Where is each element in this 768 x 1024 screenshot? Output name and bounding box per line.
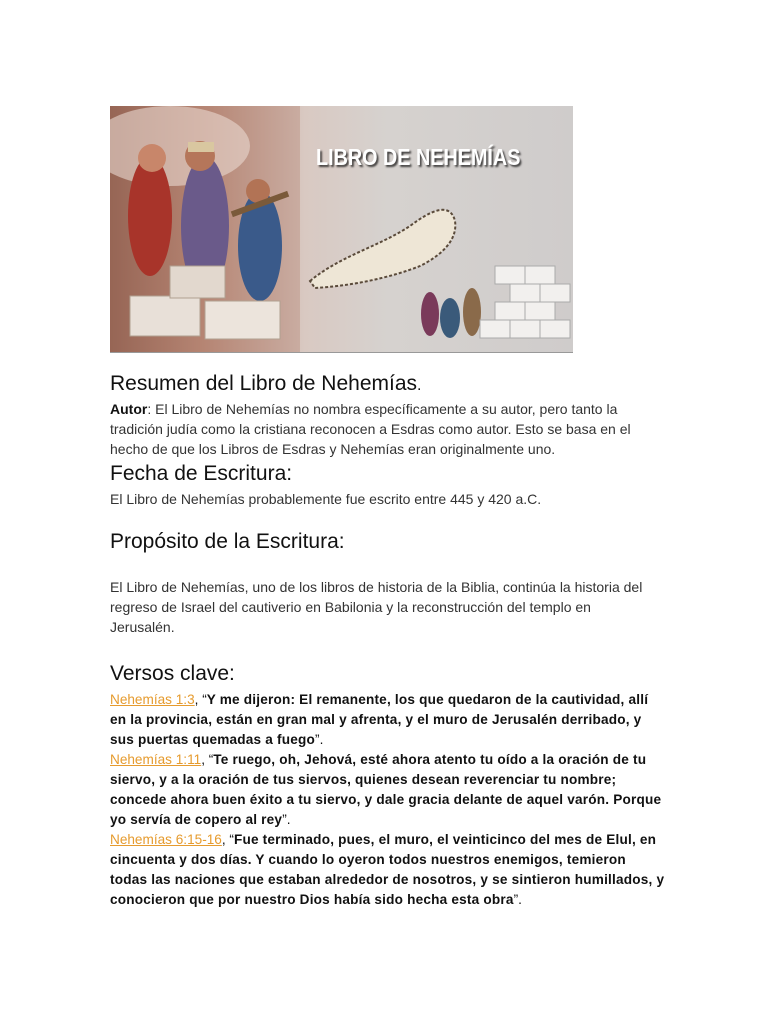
author-paragraph	[110, 399, 658, 459]
summary-heading-period: .	[417, 377, 422, 394]
verses-heading: Versos clave:	[110, 662, 235, 685]
verse-open-3: , “	[221, 832, 234, 847]
verse-open-2: , “	[201, 752, 214, 767]
banner-illustration	[110, 106, 573, 352]
verse-close-2: ”.	[282, 812, 291, 827]
banner-image	[110, 106, 573, 353]
purpose-heading: Propósito de la Escritura:	[110, 530, 345, 553]
date-heading: Fecha de Escritura:	[110, 462, 293, 485]
verse-item-1	[110, 690, 666, 750]
verse-link-3[interactable]: Nehemías 6:15-16	[110, 832, 222, 847]
verse-text-2: Te ruego, oh, Jehová, esté ahora atento tu oído a la oración de tu siervo, y a la oración de tus siervos, quienes desean reverenciar tu nombre; concede ahora buen éxito a tu siervo, y dale gracia delante de aquel varón. Porque yo servía de copero al rey	[110, 752, 662, 827]
verse-item-3	[110, 830, 666, 910]
verse-close-3: ”.	[513, 892, 522, 907]
verse-text-3: Fue terminado, pues, el muro, el veinticinco del mes de Elul, en cincuenta y dos días. Y cuando lo oyeron todos nuestros enemigos, temieron todas las naciones que estaban alrededor de nosotros, y se sintieron humillados, y conocieron que por nuestro Dios había sido hecha esta obra	[110, 832, 665, 907]
verse-text-1: Y me dijeron: El remanente, los que quedaron de la cautividad, allí en la provincia, están en gran mal y afrenta, y el muro de Jerusalén derribado, y sus puertas quemadas a fuego	[110, 692, 649, 747]
purpose-text: El Libro de Nehemías, uno de los libros de historia de la Biblia, continúa la historia del regreso de Israel del cautiverio en Babilonia y la reconstrucción del templo en Jerusalén.	[110, 579, 643, 635]
verse-item-2	[110, 750, 666, 830]
author-text: : El Libro de Nehemías no nombra específicamente a su autor, pero tanto la tradición judía como la cristiana reconocen a Esdras como autor. Esto se basa en el hecho de que los Libros de Esdras y Nehemías eran originalmente uno.	[110, 401, 631, 457]
date-text: El Libro de Nehemías probablemente fue escrito entre 445 y 420 a.C.	[110, 491, 542, 507]
author-label: Autor	[110, 401, 148, 417]
summary-heading-text: Resumen del Libro de Nehemías	[110, 372, 418, 395]
summary-heading	[110, 372, 421, 396]
banner-title: LIBRO DE NEHEMÍAS	[316, 144, 521, 170]
verse-close-1: ”.	[315, 732, 324, 747]
verse-open-1: , “	[194, 692, 207, 707]
verse-link-1[interactable]: Nehemías 1:3	[110, 692, 195, 707]
verse-link-2[interactable]: Nehemías 1:11	[110, 752, 202, 767]
